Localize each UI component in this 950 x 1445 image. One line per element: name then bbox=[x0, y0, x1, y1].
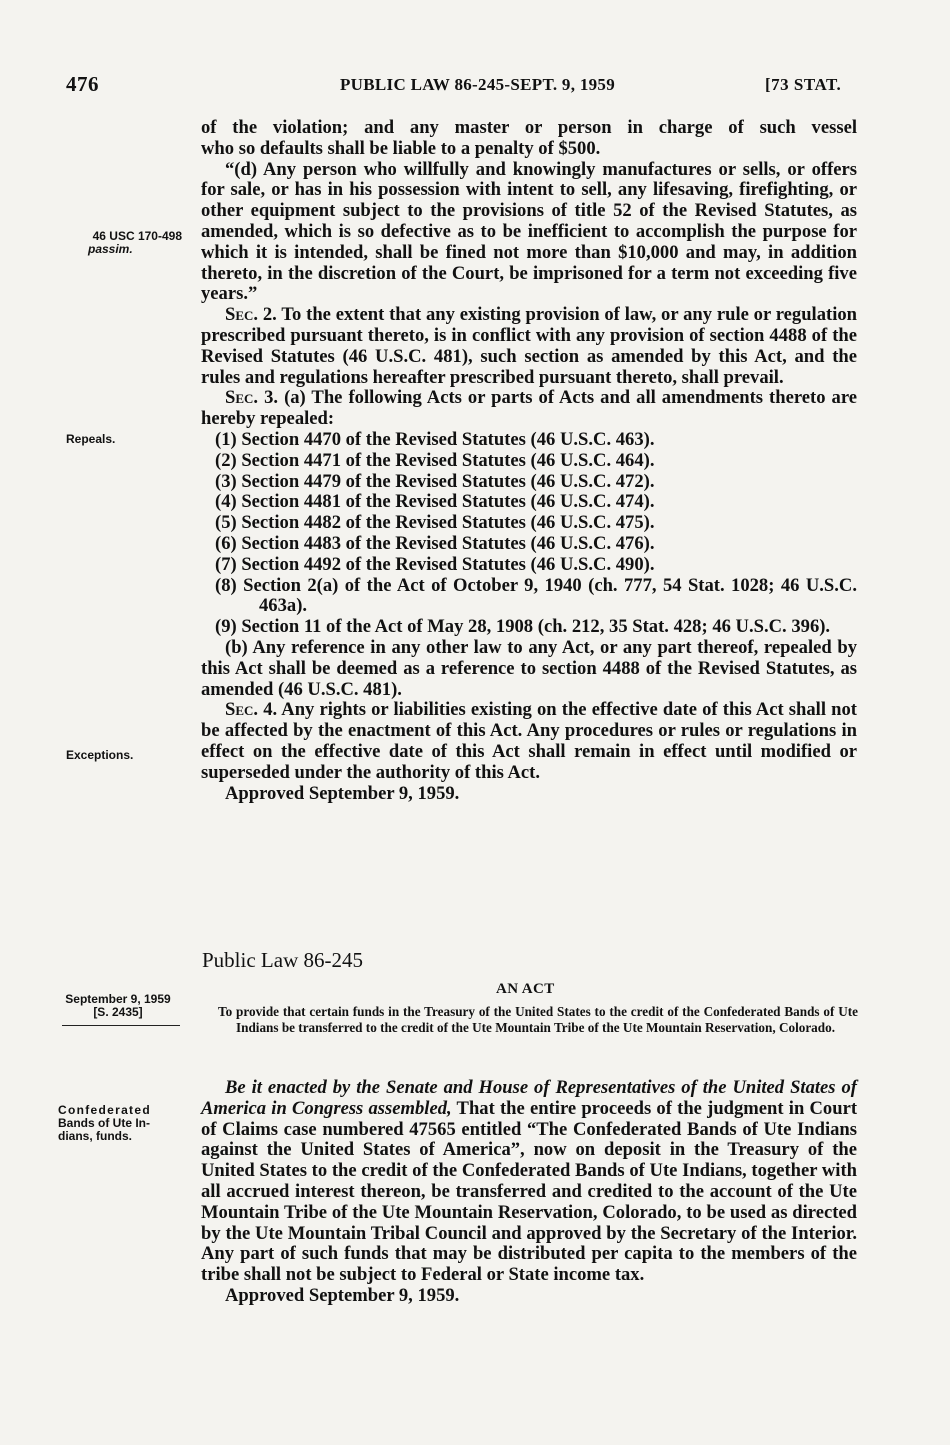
section-3b: (b) Any reference in any other law to any Act, or any part thereof, repealed by this Act shall be deemed as a reference to section 4488 of the Revised Statutes, as amended (46 U.S.C. 481). bbox=[201, 636, 857, 700]
sidenote-confed-3: dians, funds. bbox=[58, 1129, 133, 1143]
enacting-clause bbox=[201, 1078, 857, 1286]
section-4-label: Sec. 4. bbox=[225, 699, 278, 721]
repeal-item: (7) Section 4492 of the Revised Statutes (46 U.S.C. 490). bbox=[215, 553, 655, 575]
para-violation-l2: who so defaults shall be liable to a penalty of $500. bbox=[201, 137, 601, 159]
sidenote-date bbox=[53, 993, 183, 1019]
sidenote-date-line: September 9, 1959 bbox=[65, 992, 171, 1006]
sidenote-rule bbox=[62, 1025, 180, 1026]
approved-first: Approved September 9, 1959. bbox=[225, 782, 460, 804]
enacting-body: That the entire proceeds of the judgment in Court of Claims case numbered 47565 entitled “The Confederated Bands of Ute Indians against the United States of America”, now on deposit in the Treasury of the United States to the credit of the Confederated Bands of Ute Indians, together with all accrued interest thereon, be transferred and credited to the account of the Ute Mountain Tribe of the Ute Mountain Reservation, Colorado, to be used as directed by the Ute Mountain Tribal Council and approved by the Secretary of the Interior. Any part of such funds that may be distributed per capita to the members of the tribe shall not be subject to Federal or State income tax. bbox=[201, 1097, 858, 1286]
repeal-item: (4) Section 4481 of the Revised Statutes (46 U.S.C. 474). bbox=[215, 491, 655, 513]
section-3 bbox=[201, 388, 857, 430]
enacting-formula: Be it enacted by the Senate and House of Representatives of the United States of America in Congress assembled, bbox=[201, 1077, 857, 1119]
repeal-item: (1) Section 4470 of the Revised Statutes (46 U.S.C. 463). bbox=[215, 428, 655, 450]
page-number: 476 bbox=[66, 72, 99, 96]
act-summary-text: To provide that certain funds in the Treasury of the United States to the credit of the Confederated Bands of Ute Indians be transferred to the credit of the Ute Mountain Tribe of the Ute Mountain Reservation, Colorado. bbox=[218, 1004, 858, 1035]
repeal-item: (9) Section 11 of the Act of May 28, 1908 (ch. 212, 35 Stat. 428; 46 U.S.C. 396). bbox=[215, 616, 831, 638]
sidenote-passim: passim. bbox=[88, 242, 133, 256]
sidenote-bill: [S. 2435] bbox=[93, 1005, 143, 1019]
header-statute: [73 STAT. bbox=[765, 75, 842, 94]
sidenote-exceptions: Exceptions. bbox=[66, 748, 134, 762]
public-law-title: Public Law 86-245 bbox=[202, 948, 363, 972]
sidenote-confed-1: Confederated bbox=[58, 1103, 151, 1117]
sidenote-usc-ref: 46 USC 170-498 bbox=[92, 229, 182, 243]
repeal-item: (8) Section 2(a) of the Act of October 9, 1940 (ch. 777, 54 Stat. 1028; 46 U.S.C. 463a). bbox=[215, 574, 857, 617]
approved-second: Approved September 9, 1959. bbox=[225, 1284, 460, 1306]
para-violation-l1: of the violation; and any master or person in charge of such vessel bbox=[201, 117, 857, 138]
sidenote-confederated bbox=[58, 1104, 151, 1143]
repeal-item: (2) Section 4471 of the Revised Statutes (46 U.S.C. 464). bbox=[215, 449, 655, 471]
section-2-text: To the extent that any existing provision of law, or any rule or regulation prescribed pursuant thereto, is in conflict with any provision of section 4488 of the Revised Statutes (46 U.S.C. 481), such section as amended by this Act, and the rules and regulations hereafter prescribed pursuant thereto, shall prevail. bbox=[201, 304, 857, 388]
enactment-text bbox=[201, 1078, 857, 1307]
section-4 bbox=[201, 700, 857, 783]
section-2 bbox=[201, 305, 857, 388]
running-header bbox=[0, 72, 950, 102]
repeal-item: (6) Section 4483 of the Revised Statutes (46 U.S.C. 476). bbox=[215, 532, 655, 554]
section-2-label: Sec. 2. bbox=[225, 304, 277, 326]
sidenote-repeals: Repeals. bbox=[66, 432, 116, 446]
main-text bbox=[201, 118, 857, 804]
repeal-item: (5) Section 4482 of the Revised Statutes (46 U.S.C. 475). bbox=[215, 512, 655, 534]
sidenote-usc bbox=[62, 230, 182, 256]
act-summary bbox=[218, 1004, 858, 1036]
header-title: PUBLIC LAW 86-245-SEPT. 9, 1959 bbox=[340, 75, 616, 94]
para-d: “(d) Any person who willfully and knowingly manufactures or sells, or offers for sale, or has in his possession with intent to sell, any lifesaving, firefighting, or other equipment subject to the provisions of title 52 of the Revised Statutes, as amended, which is so defective as to be inefficient to accomplish the purpose for which it is intended, shall be fined not more than $10,000 and may, in addition thereto, in the discretion of the Court, be imprisoned for a term not exceeding five years.” bbox=[201, 158, 857, 305]
repeal-item: (3) Section 4479 of the Revised Statutes (46 U.S.C. 472). bbox=[215, 470, 655, 492]
an-act-heading: AN ACT bbox=[496, 981, 555, 997]
section-4-text: Any rights or liabilities existing on the effective date of this Act shall not be affected by the enactment of this Act. Any procedures or rules or regulations in effect on the effective date of this Act shall remain in effect until modified or superseded under the authority of this Act. bbox=[201, 699, 857, 783]
sidenote-confed-2: Bands of Ute In- bbox=[58, 1116, 150, 1130]
section-3-label: Sec. 3. bbox=[225, 387, 279, 409]
section-3-text: (a) The following Acts or parts of Acts and all amendments thereto are hereby repealed: bbox=[201, 387, 857, 430]
